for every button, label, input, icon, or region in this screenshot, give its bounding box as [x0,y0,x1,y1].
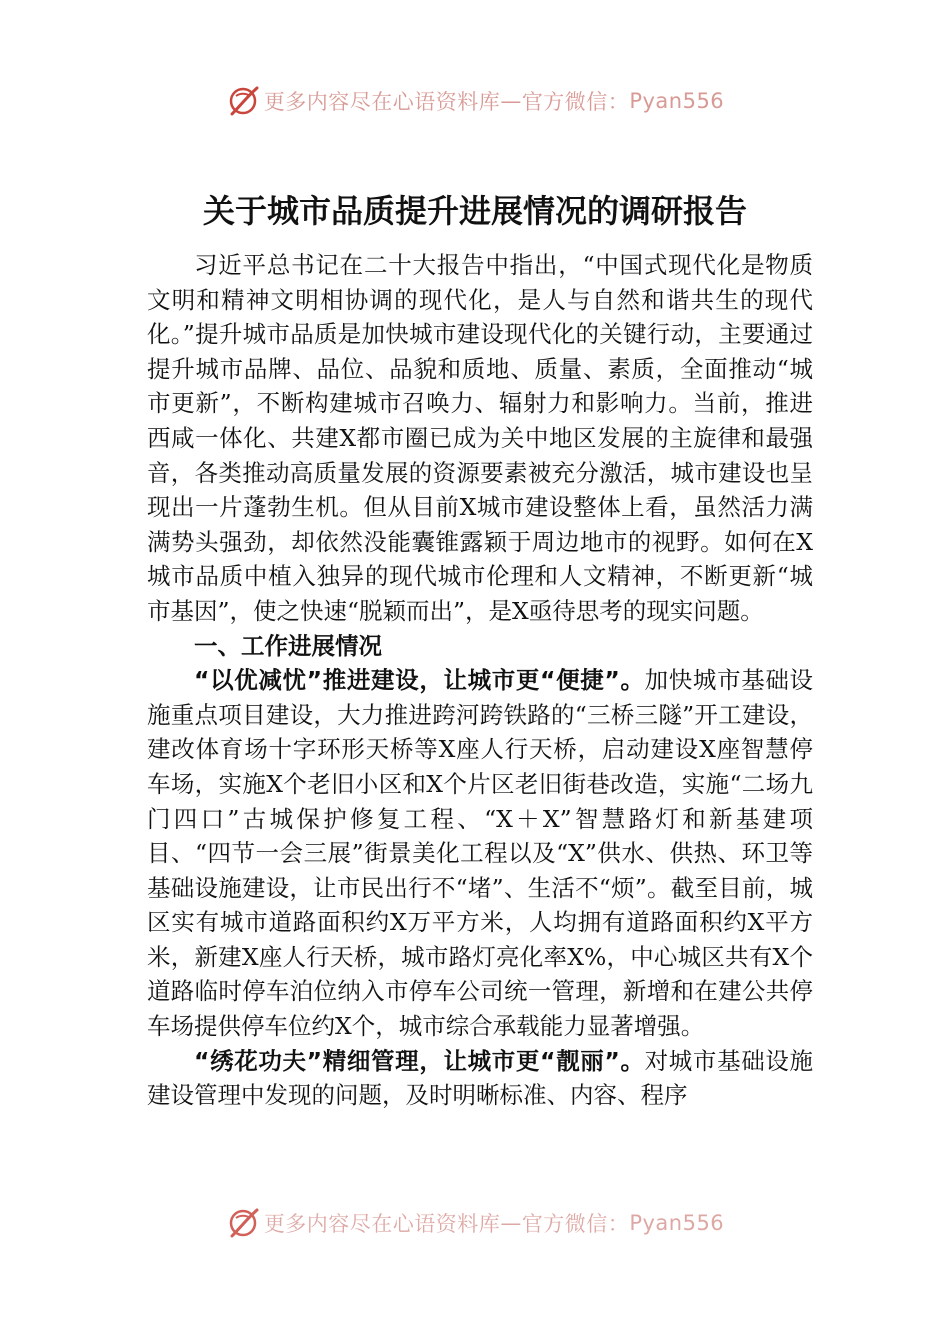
watermark-red-text: 更多内容尽在心语资料库 [263,1212,501,1236]
brush-logo-icon [226,1206,262,1240]
watermark-red-text: 更多内容尽在心语资料库 [263,90,501,114]
watermark-footer [0,1206,950,1240]
section-heading: 一、工作进展情况 [194,631,382,660]
paragraph-1 [147,663,813,1044]
watermark-id: Pyan556 [629,89,725,113]
paragraph-1-body: 加快城市基础设施重点项目建设，大力推进跨河跨铁路的“三桥三隧”开工建设，建改体育场十字环形天桥等X座人行天桥，启动建设X座智慧停车场，实施X个老旧小区和X个片区老旧街巷改造，实施“二场九门四口”古城保护修复工程、“X＋X”智慧路灯和新基建项目、“四节一会三展”街景美化工程以及“X”供水、供热、环卫等基础设施建设，让市民出行不“堵”、生活不“烦”。截至目前，城区实有城市道路面积约X万平方米，人均拥有道路面积约X平方米，新建X座人行天桥，城市路灯亮化率X%，中心城区共有X个道路临时停车泊位纳入市停车公司统一管理，新增和在建公共停车场提供停车位约X个，城市综合承载能力显著增强。 [147,666,813,1041]
watermark-dash: — [500,1211,522,1235]
intro-paragraph: 习近平总书记在二十大报告中指出，“中国式现代化是物质文明和精神文明相协调的现代化，是人与自然和谐共生的现代化。”提升城市品质是加快城市建设现代化的关键行动，主要通过提升城市品牌、品位、品貌和质地、质量、素质，全面推动“城市更新”，不断构建城市召唤力、辐射力和影响力。当前，推进西咸一体化、共建X都市圈已成为关中地区发展的主旋律和最强音，各类推动高质量发展的资源要素被充分激活，城市建设也呈现出一片蓬勃生机。但从目前X城市建设整体上看，虽然活力满满势头强劲，却依然没能囊锥露颖于周边地市的视野。如何在X城市品质中植入独异的现代城市伦理和人文精神，不断更新“城市基因”，使之快速“脱颖而出”，是X亟待思考的现实问题。 [147,251,813,625]
paragraph-1-lead: “以优减忧”推进建设，让城市更“便捷”。 [194,666,645,695]
paragraph-2-lead: “绣花功夫”精细管理，让城市更“靓丽”。 [194,1046,645,1075]
paragraph-2-body: 对城市基础设施建设管理中发现的问题，及时明晰标准、内容、程序 [147,1046,813,1110]
document-body [147,248,813,1113]
watermark-id: Pyan556 [629,1211,725,1235]
paragraph-2 [147,1044,813,1113]
page-title: 关于城市品质提升进展情况的调研报告 [202,192,747,230]
watermark-gray-text: 官方微信： [521,90,630,114]
watermark-dash: — [500,89,522,113]
watermark-gray-text: 官方微信： [521,1212,630,1236]
brush-logo-icon [226,84,262,118]
watermark-header [0,84,950,118]
